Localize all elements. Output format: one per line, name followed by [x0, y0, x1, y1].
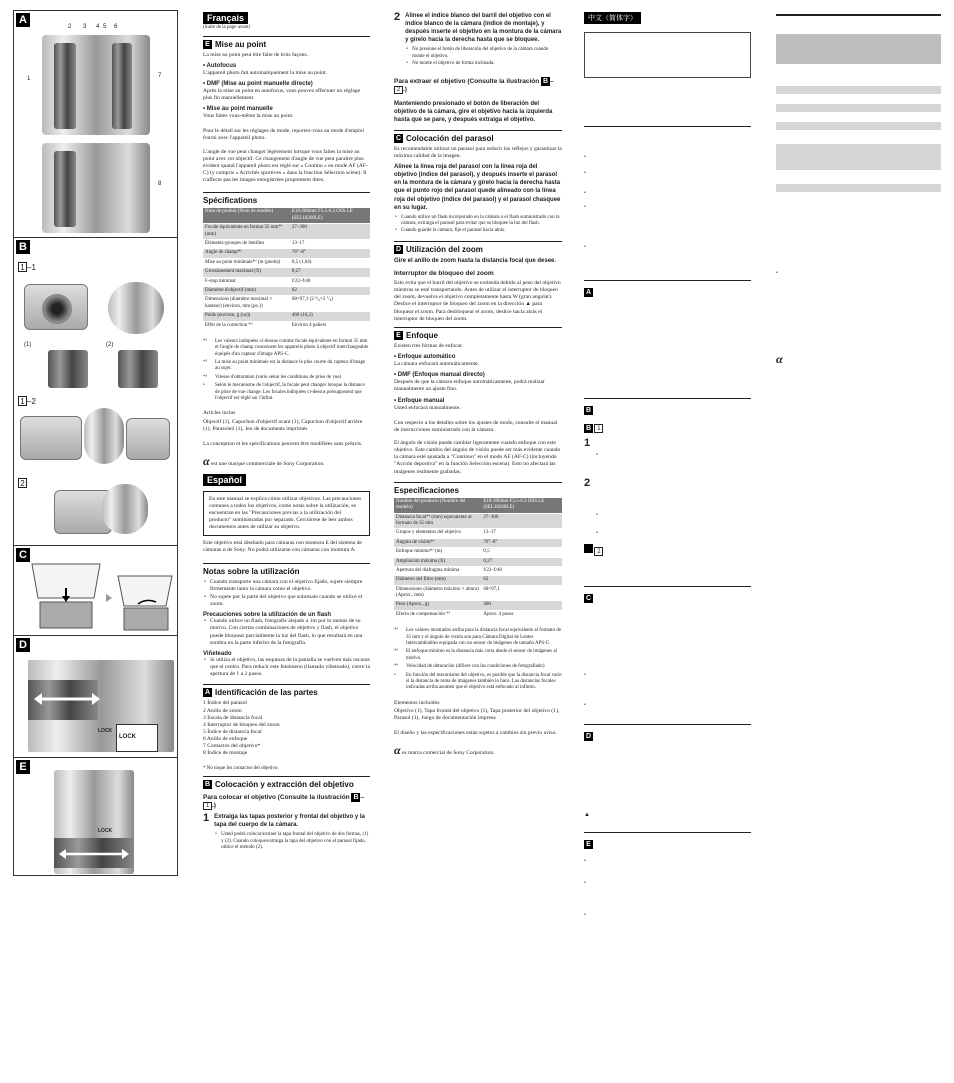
- es-hood-notes: • Cuando utilice un flash incorporado en la cámara o el flash suministrado con la cámara, extraiga el parasol para evitar que se bloquee la luz del flash. • Cuando guarde la cámara, fije el parasol hacia atrás.: [394, 215, 562, 235]
- es-articles: Objetivo (1), Tapa frontal del objetivo (1), Tapa posterior del objetivo (1), Parasol (1), Juego de documentación impresa: [394, 707, 560, 722]
- cap-method-2-illustration: [118, 350, 158, 388]
- fr-spec-row: [203, 239, 370, 248]
- camera-illustration-3: [126, 418, 170, 460]
- es-hood-bold: Alinee la línea roja del parasol con la línea roja del objetivo (índice del parasol), y después inserte el parasol en la montura de la cámara y gírelo hacia la derecha hasta que el punto rojo del parasol quede alineado con la línea roja del objetivo (índice del parasol) y el parasol chasquee en su lugar.: [394, 164, 561, 211]
- zh-step-2: 2: [584, 477, 591, 489]
- fr-design-note: La conception et les spécifications peuvent être modifiées sans préavis.: [203, 440, 363, 447]
- es-spec-row: [394, 576, 562, 585]
- fr-footnote-2: *² La mise au point minimale est la distance la plus courte du capteur d'image au sujet.: [203, 360, 366, 372]
- es-spec-label: Ampliación máxima (X): [394, 557, 481, 566]
- continued-note: (Suite de la page avant): [203, 25, 251, 31]
- es-spec-value: 13–17: [481, 529, 562, 538]
- es-footnotes: [394, 628, 562, 692]
- es-spec-value: E18-200mm F3.5-6.3 OSS LE (SEL18200LE): [481, 498, 562, 513]
- fr-af-text: L'appareil photo fait automatiquement la mise au point.: [203, 69, 328, 76]
- zoom-ring-illustration-2: [54, 151, 76, 227]
- es-zlock-text: Esto evita que el barril del objetivo se extienda debido al peso del objetivo mientras se esté transportando. Antes de utilizar el interruptor de bloqueo del zoom, devuelva el objetivo completamente hasta W (gran angular). Deslice el interruptor de bloqueo del zoom en la dirección ▲ para bloquear el zoom. Para desbloquear el zoom, deslice hacia atrás el interruptor de bloqueo del zoom.: [394, 279, 561, 322]
- es-spec-value: 27–300: [481, 513, 562, 529]
- fr-spec-title: Spécifications: [203, 196, 258, 206]
- es-remove-sub: Para extraer el objetivo (Consulte la ilustración B –2 .): [394, 77, 554, 93]
- fr-spec-label: Dimensions (diamètre maximal × hauteur) (environ, mm (po.)): [203, 296, 290, 312]
- es-spec-table: [394, 498, 562, 620]
- fr-spec-value: 68×97,1 (2 ⁵/₈×3 ⁷/₈): [290, 296, 370, 312]
- fr-spec-value: 76°–8°: [290, 249, 370, 258]
- callout-2: 2: [68, 24, 72, 30]
- es-note-1: • Cuando transporte una cámara con el objetivo fijado, sujete siempre firmemente tanto la cámara como el objetivo.: [203, 579, 370, 593]
- zh-tag-b: B: [585, 407, 592, 414]
- alpha-logo-col5: α: [776, 352, 783, 366]
- fr-spec-label: Effet de la correction *³: [203, 321, 290, 330]
- es-spec-value: 76°–8°: [481, 538, 562, 547]
- option-1-label: (1): [24, 342, 32, 348]
- zh-tag-a: A: [585, 289, 592, 296]
- es-spec-value: 0,5: [481, 548, 562, 557]
- fr-detail: Pour le détail sur les réglages de mode, reportez-vous au mode d'emploi fourni avec l'appareil photo.: [203, 128, 365, 142]
- es-spec-row: [394, 513, 562, 529]
- es-spec-value: 0,27: [481, 557, 562, 566]
- figure-panel: [13, 10, 178, 876]
- es-spec-label: Enfoque mínimo*² (m): [394, 548, 481, 557]
- es-footnote-4: • En función del mecanismo del objetivo, es posible que la distancia focal varíe si la distancia de toma de imágenes también lo hace. Las distancias focales indicadas arriba asumen que el objetivo está enfocado al infinito.: [394, 672, 562, 691]
- es-notes-title: Notas sobre la utilización: [203, 566, 300, 576]
- fr-spec-label: Grossissement maximal (X): [203, 268, 290, 277]
- fr-spec-row: [203, 249, 370, 258]
- es-spec-row: [394, 538, 562, 547]
- alpha-logo-es: α: [394, 743, 401, 758]
- col5-top-rule: [776, 14, 941, 16]
- alpha-logo: α: [203, 454, 210, 469]
- es-spec-row: [394, 557, 562, 566]
- fr-spec-row: [203, 268, 370, 277]
- fr-articles: Objectif (1), Capuchon d'objectif avant (1), Capuchon d'objectif arrière (1), Parasoleil (1), Jeu de documents imprimés: [203, 418, 363, 432]
- fr-spec-table: [203, 208, 370, 330]
- figure-c: [14, 545, 177, 635]
- es-design-note: El diseño y las especificaciones están sujetos a cambios sin previo aviso.: [394, 730, 557, 737]
- fr-spec-row: [203, 277, 370, 286]
- es-spec-row: [394, 529, 562, 538]
- lock-inset: LOCK: [116, 724, 158, 752]
- zh-notice-box: [584, 32, 751, 78]
- zh-tag-c: C: [585, 595, 592, 602]
- es-spec-label: Distancia focal*¹ (mm) equivalente al formato de 35 mm: [394, 513, 481, 529]
- fr-spec-row: [203, 321, 370, 330]
- hood-illustration: [26, 558, 176, 632]
- option-2-label: (2): [106, 342, 114, 348]
- fr-spec-value: E18-200mm F3.5-6.3 OSS LE (SEL18200LE): [290, 208, 370, 223]
- es-spec-value: 62: [481, 576, 562, 585]
- zoom-rotate-arrow: [32, 684, 102, 714]
- lang-header-fr: Français: [203, 12, 248, 24]
- es-footnote-1: *¹ Los valores mostrados arriba para la distancia focal equivalente al formato de 35 mm y el ángulo de visión son para Cámara Digital de Lentes Intercambiables equipada con un sensor de imágenes de tamaño APS-C.: [394, 628, 562, 647]
- es-parts-note: * No toque los contactos del objetivo.: [203, 765, 279, 771]
- es-spec-label: Efecto de compensación *³: [394, 610, 481, 619]
- fr-spec-label: Angle de champ*¹: [203, 249, 290, 258]
- fr-spec-value: 460 (16,2): [290, 312, 370, 321]
- fr-spec-row: [203, 296, 370, 312]
- es-footnote-2: *² El enfoque mínimo es la distancia más corta desde el sensor de imágenes al motivo.: [394, 649, 557, 661]
- fr-footnote-1: *¹ Les valeurs indiquées ci-dessus comme focale équivalente en format 35 mm et l'angle de champ concernent les appareils photo à objectif interchangeable équipés d'un capteur d'image APS-C.: [203, 338, 369, 357]
- es-step-1: 1 Extraiga las tapas posterior y frontal del objetivo y la tapa del cuerpo de la cámara. • Usted podrá colocar/extraer la tapa frontal del objetivo de dos formas, (1) y (2). Cuando coloque/extraiga la tapa del objetivo con el parasol fijado, utilice el método (2).: [203, 813, 370, 852]
- es-spec-value: f/22–f/40: [481, 566, 562, 575]
- fr-af-head: • Autofocus: [203, 62, 237, 69]
- callout-4: 4: [96, 24, 100, 30]
- es-zoom-heading: D Utilización del zoom: [395, 244, 483, 254]
- callout-7: 7: [158, 73, 162, 79]
- es-zlock-sub: Interruptor de bloqueo del zoom: [394, 269, 494, 277]
- es-vignet-head: Viñeteado: [203, 650, 232, 657]
- es-vignet-text: • Si utiliza el objetivo, las esquinas de la pantalla se vuelven más oscuras que el centro. Para reducir este fenómeno (llamado viñeteado), cierre la apertura de 1 a 2 pasos.: [203, 657, 370, 678]
- lens-remove-illustration: [102, 484, 148, 534]
- fr-trademark: α est une marque commerciale de Sony Corporation.: [203, 454, 325, 469]
- es-attach-heading: B Colocación y extracción del objetivo: [204, 780, 354, 789]
- fr-footnote-3: *³ Vitesse d'obturation (varie selon les conditions de prise de vue): [203, 374, 342, 380]
- figure-e: [14, 757, 177, 877]
- figure-label-c: C: [16, 548, 30, 562]
- es-footnote-3: *³ Velocidad de obturación (difiere con las condiciones de fotografiado): [394, 664, 545, 670]
- es-spec-value: 68×97,1: [481, 585, 562, 601]
- fr-spec-label: Focale équivalente en format 35 mm*¹ (mm): [203, 224, 290, 240]
- es-spec-label: Peso (Aprox., g): [394, 601, 481, 610]
- es-remove-text: Manteniendo presionado el botón de liberación del objetivo de la cámara, gire el objetivo hacia la izquierda hasta que se pare, y después extraiga el objetivo.: [394, 100, 553, 123]
- es-spec-value: 460: [481, 601, 562, 610]
- es-spec-row: [394, 566, 562, 575]
- figure-label-d: D: [16, 638, 30, 652]
- es-dmf-text: Después de que la cámara enfoque automáticamente, podrá realizar manualmente un ajuste fino.: [394, 379, 545, 393]
- fr-spec-value: 0,27: [290, 268, 370, 277]
- figure-b2-label: 2: [18, 478, 27, 488]
- fr-spec-value: 0,5 (1,64): [290, 258, 370, 267]
- es-hood-intro: Es recomendable utilizar un parasol para reducir los reflejos y garantizar la máxima calidad de la imagen.: [394, 145, 562, 159]
- es-spec-label: Diámetro del filtro (mm): [394, 576, 481, 585]
- fr-mf-text: Vous faites vous-même la mise au point.: [203, 113, 294, 120]
- figure-b1-label: 1 –1: [18, 262, 36, 272]
- fr-spec-label: Éléments-groupes de lentilles: [203, 239, 290, 248]
- es-spec-title: Especificaciones: [394, 485, 459, 495]
- callout-6: 6: [114, 24, 118, 30]
- zh-b1-label: B 1: [584, 424, 603, 433]
- figure-d: [14, 635, 177, 757]
- figure-label-b: B: [16, 240, 30, 254]
- es-flash-text: • Cuando utilice un flash, fotografíe alejado a 1m por lo menos de su motivo. Con ciertas combinaciones de objetivo y flash, el objetivo puede bloquear parcialmente la luz del flash, lo que resultará en una sombra en la parte inferior de la fotografía.: [203, 618, 370, 647]
- fr-spec-label: F-stop minimal: [203, 277, 290, 286]
- es-focus-heading: E Enfoque: [394, 331, 562, 340]
- es-attach-sub: Para colocar el objetivo (Consulte la ilustración B –1 .): [203, 794, 365, 809]
- fr-spec-value: f/22–f/40: [290, 277, 370, 286]
- es-mf-head: • Enfoque manual: [394, 397, 445, 404]
- figure-b1-2-label: 1 –2: [18, 396, 36, 406]
- focus-ring-illustration: [112, 43, 132, 129]
- figure-label-e: E: [16, 760, 30, 774]
- fr-focus-intro: La mise au point peut être faite de trois façons.: [203, 51, 309, 58]
- column-spanish: [394, 12, 562, 762]
- es-flash-head: Precauciones sobre la utilización de un flash: [203, 612, 332, 619]
- fr-spec-label: Diamètre d'objectif (mm): [203, 286, 290, 295]
- fr-spec-label: Poids (environ, g (oz)): [203, 312, 290, 321]
- es-parts-heading: A Identificación de las partes: [204, 688, 318, 698]
- callout-1: 1: [27, 76, 31, 82]
- fr-spec-label: Nom de produit (Nom de modèle): [203, 208, 290, 223]
- es-dmf-head: • DMF (Enfoque manual directo): [394, 372, 485, 379]
- fr-spec-row: [203, 258, 370, 267]
- es-spec-label: Ángulo de visión*¹: [394, 538, 481, 547]
- fr-spec-value: 62: [290, 286, 370, 295]
- zh-triangle: ▲: [584, 812, 590, 818]
- es-intro: Este objetivo está diseñado para cámaras con montura E del sistema de cámaras α de Sony. No podrá utilizarse con cámaras con montura A.: [203, 540, 362, 554]
- fr-spec-value: 13–17: [290, 239, 370, 248]
- es-spec-row: [394, 585, 562, 601]
- fr-dmf-text: Après la mise au point en autofocus, vous pouvez effectuer un réglage plus fin manuellement.: [203, 87, 361, 102]
- mount-illustration: [42, 294, 72, 324]
- figure-label-a: A: [16, 13, 30, 27]
- fr-spec-label: Mise au point minimale*² (m (pieds)): [203, 258, 290, 267]
- es-angle-note: El ángulo de visión puede cambiar ligeramente cuando enfoque con este objetivo. Este cambio del ángulo de visión puede ser más evidente cuando la cámara esté ajustada a "Continuo" en el modo AF (AF-C) (incluyendo "Acción deportiva" en la función Selección escena). Esto no afectará las imágenes realmente grabadas.: [394, 440, 561, 475]
- es-spec-label: Nombre del producto (Nombre del modelo): [394, 498, 481, 513]
- fr-spec-row: [203, 208, 370, 223]
- column-french: [203, 12, 370, 852]
- es-spec-row: [394, 610, 562, 619]
- es-articles-title: Elementos incluidos: [394, 699, 440, 706]
- zh-b2-label: 2: [584, 544, 603, 556]
- es-spec-value: Aprox. 4 pasos: [481, 610, 562, 619]
- camera-illustration-2: [20, 416, 82, 460]
- callout-5: 5: [103, 24, 107, 30]
- fr-mf-head: • Mise au point manuelle: [203, 106, 273, 113]
- es-af-head: • Enfoque automático: [394, 354, 456, 361]
- lock-label: LOCK: [98, 728, 113, 734]
- fr-footnotes: [203, 339, 370, 403]
- focus-rotate-arrow: [58, 846, 130, 862]
- zh-step-1: 1: [584, 437, 591, 449]
- es-notice-box: En este manual se explica cómo utilizar objetivos. Las precauciones comunes a todos los objetivos, como notas sobre la utilización, se encuentran en las "Precauciones previas a la utilización del producto" suministradas por separado. Cerciórese de leer ambos documentos antes de utilizar su objetivo.: [203, 491, 370, 537]
- column-chinese: 中文（简体字） • • • • • A B B 1 1 • 2 • • 2 C • • D ▲ E: [584, 12, 751, 872]
- figure-a: [14, 11, 177, 237]
- figure-b: [14, 237, 177, 545]
- focus-lock-label: LOCK: [98, 828, 113, 834]
- zh-tag-e: E: [584, 840, 593, 849]
- lang-header-zh: 中文（简体字）: [584, 12, 641, 24]
- es-step-2: 2 Alinee el índice blanco del barril del objetivo con el índice blanco de la cámara (índice de montaje), y después inserte el objetivo en la montura de la cámara y gírelo hacia la derecha hasta que se bloquee. • No presione el botón de liberación del objetivo de la cámara cuando monte el objetivo. • No monte el objetivo de forma inclinada.: [394, 12, 562, 69]
- es-trademark: α es marca comercial de Sony Corporation.: [394, 743, 495, 758]
- cap-method-1-illustration: [48, 350, 88, 388]
- es-spec-label: Apertura del diafragma mínima: [394, 566, 481, 575]
- fr-spec-row: [203, 286, 370, 295]
- zoom-ring-illustration: [54, 43, 76, 129]
- es-hood-heading: C Colocación del parasol: [395, 133, 494, 143]
- es-spec-label: Dimensiones (diámetro máximo × altura) (Aprox., mm): [394, 585, 481, 601]
- fr-angle-note: L'angle de vue peut changer légèrement lorsque vous faites la mise au point avec cet objectif. Ce changement d'angle de vue peut paraître plus évident quand l'appareil photo est réglé sur « Continu » en mode AF (AF-C) (y compris « Activités sportives » dans la fonction Sélection scène). Il n'affecte pas les images enregistrées proprement dites.: [203, 148, 368, 184]
- es-notes-list: [203, 579, 370, 609]
- lang-header-es: Español: [203, 474, 246, 486]
- zh-tag-d: D: [585, 733, 592, 740]
- es-spec-row: [394, 498, 562, 513]
- lens-cap-illustration: [108, 282, 164, 334]
- es-spec-row: [394, 548, 562, 557]
- fr-focus-heading: E Mise au point: [203, 40, 370, 49]
- es-mf-text: Usted enfocará manualmente.: [394, 404, 461, 411]
- fr-articles-title: Articles inclus: [203, 410, 236, 417]
- es-focus-intro: Existen tres formas de enfocar.: [394, 342, 464, 349]
- fr-spec-row: [203, 312, 370, 321]
- es-af-text: La cámara enfocará automáticamente.: [394, 361, 480, 368]
- es-note-2: • No sujete por la parte del objetivo que sobresale cuando se utilice el zoom.: [203, 594, 370, 608]
- mount-zoom-illustration: [84, 408, 124, 464]
- es-zoom-bold: Gire el anillo de zoom hasta la distancia focal que desee.: [394, 257, 557, 264]
- col5-header-block: [776, 34, 941, 64]
- callout-3: 3: [83, 24, 87, 30]
- es-detail: Con respecto a los detalles sobre los ajustes de modo, consulte el manual de instrucciones suministrado con la cámara.: [394, 419, 558, 433]
- fr-dmf-head: • DMF (Mise au point manuelle directe): [203, 80, 313, 87]
- es-spec-label: Grupos y elementos del objetivo: [394, 529, 481, 538]
- fr-spec-value: Environ 4 paliers: [290, 321, 370, 330]
- fr-footnote-4: • Selon le mécanisme de l'objectif, la focale peut changer lorsque la distance de prise de vue change. Les focales indiquées ci-dessus présupposent que l'objectif est réglé sur l'infini.: [203, 383, 365, 402]
- fr-spec-row: [203, 224, 370, 240]
- es-spec-row: [394, 601, 562, 610]
- es-parts-list: 1 Índice del parasol 2 Anillo de zoom 3 Escala de distancia focal 4 Interruptor de bloqueo del zoom 5 Índice de distancia focal 6 Anillo de enfoque 7 Contactos del objetivo* 8 Índice de montaje: [203, 700, 280, 757]
- fr-spec-value: 27–300: [290, 224, 370, 240]
- callout-8: 8: [158, 181, 162, 187]
